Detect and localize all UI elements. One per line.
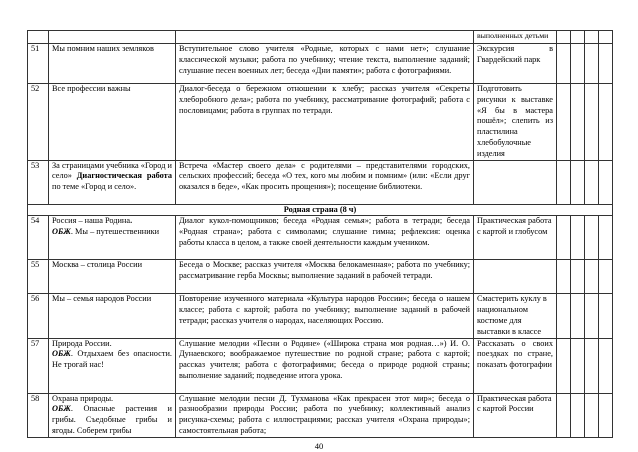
empty-cell: [571, 44, 585, 84]
empty-cell: [571, 31, 585, 44]
cell-activity: Подготовить рисунки к выставке «Я бы в мастера пошёл»; слепить из пластилина хлебобулочные изделия: [474, 84, 557, 161]
cell-topic: [49, 31, 176, 44]
cell-topic: Мы – семья народов России: [49, 294, 176, 338]
cell-number: 54: [28, 216, 49, 260]
cell-topic: [49, 338, 176, 393]
cell-topic: [49, 160, 176, 204]
empty-cell: [557, 260, 571, 294]
cell-content: [176, 31, 474, 44]
obzh-label: ОБЖ: [52, 349, 71, 359]
page-number: 40: [314, 441, 324, 451]
obzh-label: ОБЖ: [52, 404, 71, 414]
empty-cell: [585, 338, 599, 393]
cell-activity: [474, 260, 557, 294]
empty-cell: [585, 260, 599, 294]
empty-cell: [557, 338, 571, 393]
empty-cell: [557, 84, 571, 161]
table-row: [28, 294, 613, 338]
empty-cell: [599, 338, 613, 393]
cell-activity: Практическая работа с картой и глобусом: [474, 216, 557, 260]
cell-number: 55: [28, 260, 49, 294]
cell-content: Встреча «Мастер своего дела» с родителями – представителями городских, сельских профессий; беседа «О тех, кого мы любим и помним» (или: «Если друг оказался в беде», «Как просить прощения»); посещение библиотеки.: [176, 160, 474, 204]
cell-number: 57: [28, 338, 49, 393]
lesson-plan-table: [27, 30, 613, 438]
empty-cell: [585, 84, 599, 161]
empty-cell: [585, 294, 599, 338]
obzh-label: ОБЖ: [52, 227, 71, 237]
cell-content: Слушание мелодии «Песни о Родине» («Широка страна моя родная…») И. О. Дунаевского; воображаемое путешествие по родной стране; работа с картой; рассказ учителя; работа с фотографиями; беседа о природе родной страны; выполнение заданий; подведение итога урока.: [176, 338, 474, 393]
table-row: [28, 393, 613, 437]
cell-number: 53: [28, 160, 49, 204]
empty-cell: [599, 84, 613, 161]
cell-number: 51: [28, 44, 49, 84]
empty-cell: [557, 294, 571, 338]
empty-cell: [599, 44, 613, 84]
empty-cell: [557, 216, 571, 260]
cell-activity: Рассказать о своих поездках по стране, показать фотографии: [474, 338, 557, 393]
cell-topic: Все профессии важны: [49, 84, 176, 161]
cell-content: Диалог кукол-помощников; беседа «Родная семья»; работа в тетради; беседа «Родная страна»; работа с символами; слушание гимна; рефлексия: оценка работы класса в целом, а также своей деятельности каждым учеником.: [176, 216, 474, 260]
cell-content: Диалог-беседа о бережном отношении к хлебу; рассказ учителя «Секреты хлеборобного дела»; работа по учебнику, рассматривание фотографий; работа с пословицами; работа в группах по тетради.: [176, 84, 474, 161]
cell-content: Слушание мелодии песни Д. Тухманова «Как прекрасен этот мир»; беседа о разнообразии природы России; работа по учебнику; коллективный анализ рисунка-схемы; работа с иллюстрациями; рассказ учителя «Охрана природы»; самостоятельная работа;: [176, 393, 474, 437]
table-row: [28, 216, 613, 260]
empty-cell: [557, 393, 571, 437]
empty-cell: [599, 294, 613, 338]
empty-cell: [571, 84, 585, 161]
empty-cell: [571, 260, 585, 294]
empty-cell: [557, 160, 571, 204]
empty-cell: [599, 31, 613, 44]
diagnostic-label: Диагностическая работа: [76, 171, 172, 181]
topic-text: . Опасные растения и грибы. Съедобные грибы и ягоды. Соберем грибы: [52, 404, 172, 435]
cell-number: [28, 31, 49, 44]
empty-cell: [585, 393, 599, 437]
topic-text: За страницами учебника «Город и село»: [52, 160, 172, 181]
empty-cell: [557, 44, 571, 84]
section-row: [28, 204, 613, 216]
cell-content: Вступительное слово учителя «Родные, которых с нами нет»; слушание классической музыки; работа по учебнику; чтение текста, выполнение заданий; слушание песен военных лет; беседа «Дни памяти»; работа с фотографиями.: [176, 44, 474, 84]
topic-text: по теме «Город и село».: [52, 182, 137, 192]
topic-text: .: [130, 216, 133, 226]
empty-cell: [599, 260, 613, 294]
cell-activity: Смастерить куклу в национальном костюме для выставки в классе: [474, 294, 557, 338]
table-row: [28, 160, 613, 204]
empty-cell: [571, 160, 585, 204]
empty-cell: [585, 31, 599, 44]
topic-text: Охрана природы.: [52, 393, 114, 403]
table-row: [28, 260, 613, 294]
empty-cell: [571, 393, 585, 437]
empty-cell: [599, 160, 613, 204]
table-row: [28, 338, 613, 393]
empty-cell: [599, 216, 613, 260]
empty-cell: [571, 338, 585, 393]
empty-cell: [585, 216, 599, 260]
cell-topic: [49, 393, 176, 437]
topic-text: . Отдыхаем без опасности. Не трогай нас!: [52, 349, 172, 370]
cell-content: Беседа о Москве; рассказ учителя «Москва белокаменная»; работа по учебнику; рассматривание герба Москвы; выполнение заданий в рабочей тетради.: [176, 260, 474, 294]
empty-cell: [557, 31, 571, 44]
table-row: [28, 84, 613, 161]
cell-number: 58: [28, 393, 49, 437]
empty-cell: [599, 393, 613, 437]
cell-topic: Москва – столица России: [49, 260, 176, 294]
topic-text: Природа России.: [52, 338, 112, 348]
cell-topic: Мы помним наших земляков: [49, 44, 176, 84]
empty-cell: [571, 216, 585, 260]
topic-text: . Мы – путешественники: [70, 227, 160, 237]
cell-activity: Практическая работа с картой России: [474, 393, 557, 437]
cell-activity: Экскурсия в Гвардейский парк: [474, 44, 557, 84]
empty-cell: [585, 44, 599, 84]
cell-activity: [474, 160, 557, 204]
table-row: [28, 31, 613, 44]
topic-text: Россия – наша Родина: [52, 216, 131, 226]
empty-cell: [571, 294, 585, 338]
cell-content: Повторение изученного материала «Культура народов России»; беседа о нашем классе; работа с картой; работа по учебнику; выполнение заданий в рабочей тетради; рассказ учителя о народах, населяющих Россию.: [176, 294, 474, 338]
section-title: Родная страна (8 ч): [28, 204, 613, 216]
table-row: [28, 44, 613, 84]
cell-activity: выполненных детьми: [474, 31, 557, 44]
cell-topic: [49, 216, 176, 260]
cell-number: 52: [28, 84, 49, 161]
cell-number: 56: [28, 294, 49, 338]
empty-cell: [585, 160, 599, 204]
